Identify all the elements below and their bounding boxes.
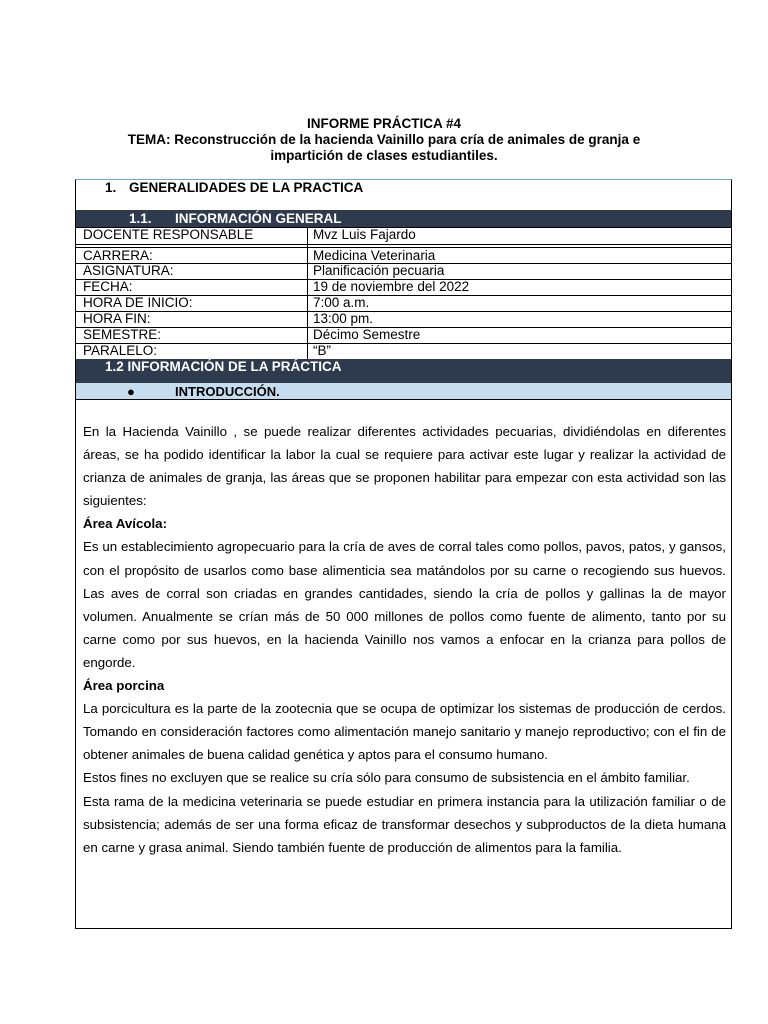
row-value: “B” xyxy=(313,343,331,358)
general-info-number: 1.1. xyxy=(129,211,152,226)
table-row xyxy=(76,247,731,263)
table-row xyxy=(76,227,731,244)
intro-heading-bar xyxy=(76,383,731,400)
general-info-bar xyxy=(76,210,731,227)
row-label: DOCENTE RESPONSABLE xyxy=(83,227,254,242)
report-topic-line-2: impartición de clases estudiantiles. xyxy=(270,148,498,163)
row-value: Mvz Luis Fajardo xyxy=(313,227,416,242)
row-value: 13:00 pm. xyxy=(313,311,374,326)
table-row xyxy=(76,343,731,359)
bullet-icon: ● xyxy=(127,384,135,399)
row-value: 7:00 a.m. xyxy=(313,295,370,310)
row-label: ASIGNATURA: xyxy=(83,263,174,278)
row-label: HORA FIN: xyxy=(83,311,151,326)
row-label: CARRERA: xyxy=(83,248,153,263)
table-row xyxy=(76,263,731,279)
general-info-title: INFORMACIÓN GENERAL xyxy=(175,211,342,226)
table-row xyxy=(76,311,731,327)
section-number: 1. xyxy=(105,180,117,195)
subheading-area-porcina: Área porcina xyxy=(83,678,165,694)
practice-info-title: 1.2 INFORMACIÓN DE LA PRÁCTICA xyxy=(105,359,342,374)
row-label: PARALELO: xyxy=(83,343,158,358)
report-title: INFORME PRÁCTICA #4 xyxy=(306,116,461,131)
paragraph-subsistencia: Estos fines no excluyen que se realice su cría sólo para consumo de subsistencia en el ámbito familiar. xyxy=(83,770,690,786)
paragraph-intro: En la Hacienda Vainillo , se puede realizar diferentes actividades pecuarias, dividiéndolas en diferentes áreas, se ha podido identificar la labor la cual se requiere para activar este lugar y realizar la actividad de crianza de animales de granja, las áreas que se proponen habilitar para empezar con esta actividad son las siguientes: xyxy=(83,424,726,509)
row-value: 19 de noviembre del 2022 xyxy=(313,279,470,294)
table-row xyxy=(76,295,731,311)
report-topic-line-1: TEMA: Reconstrucción de la hacienda Vainillo para cría de animales de granja e xyxy=(127,132,641,147)
row-label: SEMESTRE: xyxy=(83,327,162,342)
row-label: HORA DE INICIO: xyxy=(83,295,193,310)
row-value: Planificación pecuaria xyxy=(313,263,445,278)
subheading-area-avicola: Área Avícola: xyxy=(83,516,168,532)
table-row xyxy=(76,279,731,295)
report-body xyxy=(83,420,726,859)
paragraph-avicola: Es un establecimiento agropecuario para la cría de aves de corral tales como pollos, pavos, patos, y gansos, con el propósito de usarlos como base alimenticia sea matándolos por su carne o recogiendo sus huevos. Las aves de corral son criadas en grandes cantidades, siendo la cría de pollos y gallinas la de mayor volumen. Anualmente se crían más de 50 000 millones de pollos como fuente de alimento, tanto por su carne como por sus huevos, en la hacienda Vainillo nos vamos a enfocar en la crianza para pollos de engorde. xyxy=(83,539,726,670)
table-row xyxy=(76,327,731,343)
row-label: FECHA: xyxy=(83,279,133,294)
paragraph-porcina: La porcicultura es la parte de la zootecnia que se ocupa de optimizar los sistemas de producción de cerdos. Tomando en consideración factores como alimentación manejo sanitario y manejo reproductivo; con el fin de obtener animales de buena calidad genética y aptos para el consumo humano. xyxy=(83,701,726,763)
table-column-divider xyxy=(307,227,308,360)
practice-info-bar xyxy=(76,359,731,383)
section-title: GENERALIDADES DE LA PRACTICA xyxy=(129,180,364,195)
row-value: Medicina Veterinaria xyxy=(313,248,436,263)
row-value: Décimo Semestre xyxy=(313,327,421,342)
intro-title: INTRODUCCIÓN. xyxy=(175,384,280,399)
paragraph-medicina: Esta rama de la medicina veterinaria se puede estudiar en primera instancia para la utilización familiar o de subsistencia; además de ser una forma eficaz de transformar desechos y subproductos de la dieta humana en carne y grasa animal. Siendo también fuente de producción de alimentos para la familia. xyxy=(83,793,726,855)
section-generalidades-heading xyxy=(105,179,363,196)
